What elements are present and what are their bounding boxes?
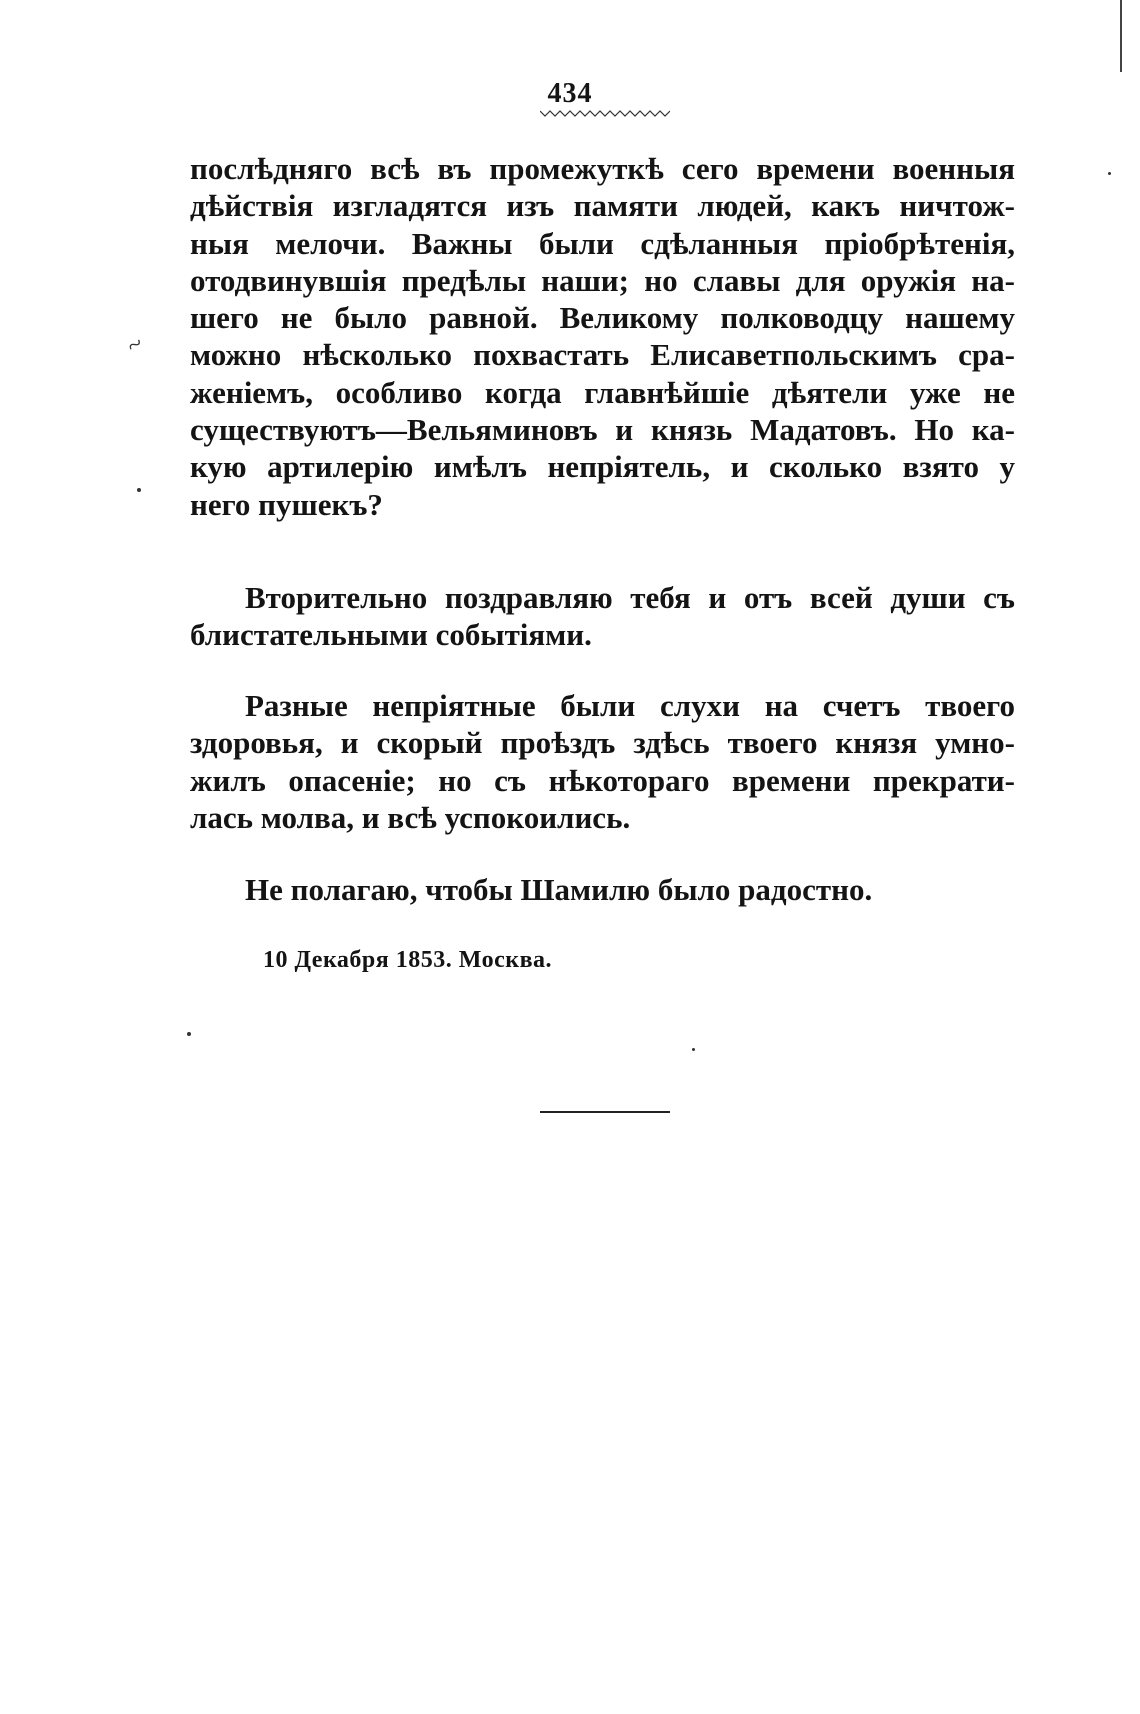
margin-speck	[187, 1032, 191, 1036]
text-line: кую артилерію имѣлъ непріятель, и сколько взято у	[190, 449, 1015, 485]
margin-speck	[1108, 172, 1111, 175]
text-line: существуютъ—Вельяминовъ и князь Мадатовъ. Но ка-	[190, 412, 1015, 448]
date-place-signature: 10 Декабря 1853. Москва.	[263, 947, 553, 973]
text-line: лась молва, и всѣ успокоились.	[190, 799, 631, 835]
paragraph-3	[190, 687, 1015, 836]
end-rule	[540, 1111, 670, 1113]
text-line: него пушекъ?	[190, 486, 383, 522]
text-line: можно нѣсколько похвастать Елисаветпольскимъ сра-	[190, 337, 1015, 373]
margin-speck	[137, 488, 141, 492]
text-line: женіемъ, особливо когда главнѣйшіе дѣятели уже не	[190, 374, 1015, 410]
text-line: отодвинувшія предѣлы наши; но славы для оружія на-	[190, 262, 1015, 298]
text-line: шего не было равной. Великому полководцу нашему	[190, 300, 1015, 336]
text-line: Не полагаю, чтобы Шамилю было радостно.	[245, 872, 873, 907]
text-line: дѣйствія изгладятся изъ памяти людей, какъ ничтож-	[190, 188, 1015, 224]
text-line: блистательными событіями.	[190, 617, 592, 653]
text-line: здоровья, и скорый проѣздъ здѣсь твоего князя умно-	[190, 725, 1015, 761]
text-line: послѣдняго всѣ въ промежуткѣ сего времени военныя	[190, 151, 1015, 186]
text-line: Разные непріятные были слухи на счетъ твоего	[245, 688, 1015, 723]
margin-speck	[692, 1048, 695, 1051]
paragraph-2	[190, 579, 1015, 654]
margin-pencil-mark: ~	[121, 328, 149, 361]
text-line: ныя мелочи. Важны были сдѣланныя пріобрѣтенія,	[190, 225, 1015, 261]
text-line: жилъ опасеніе; но съ нѣкотораго времени прекрати-	[190, 762, 1015, 798]
page-number: 434	[547, 78, 593, 109]
paragraph-4	[190, 871, 1015, 908]
paragraph-1	[190, 150, 1015, 523]
page-number-ornament	[540, 108, 670, 118]
scan-edge-line	[1120, 0, 1122, 72]
text-line: Вторительно поздравляю тебя и отъ всей души съ	[245, 580, 1015, 615]
